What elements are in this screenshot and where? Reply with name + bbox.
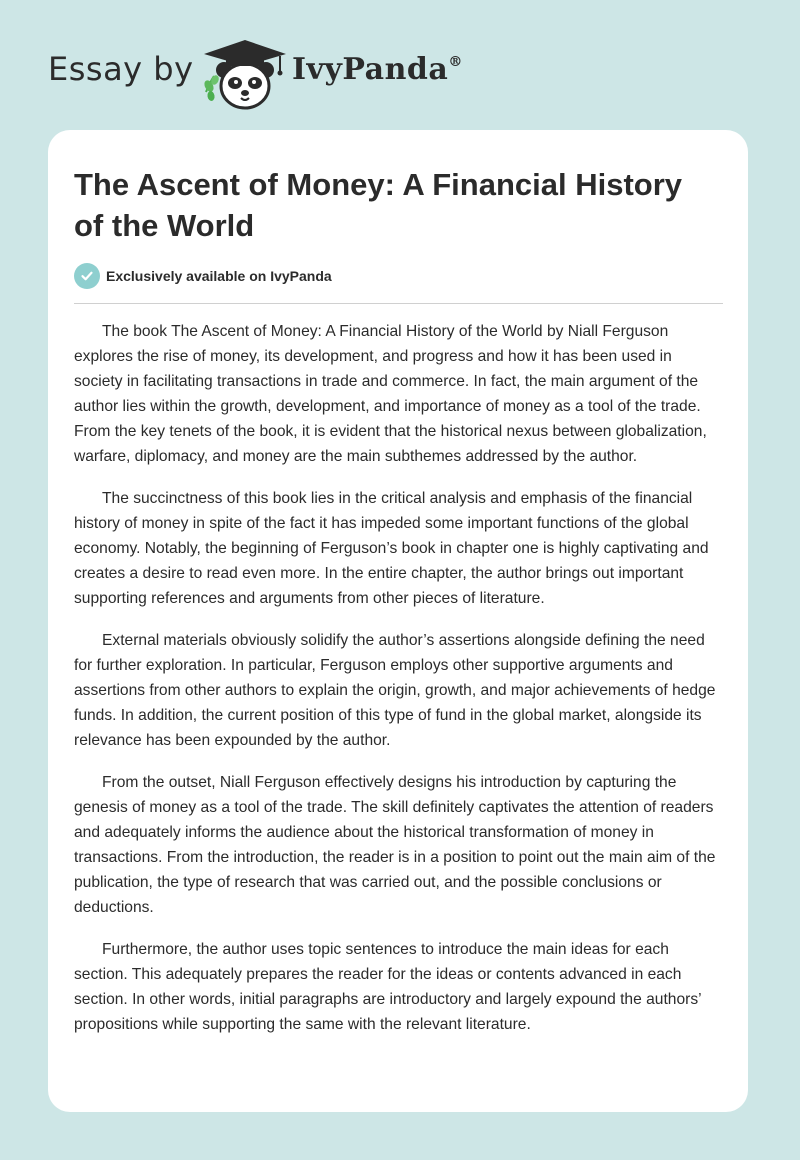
essay-by-label: Essay by	[48, 50, 194, 88]
check-circle-icon	[74, 263, 100, 289]
essay-card	[48, 130, 748, 1112]
exclusive-badge-label: Exclusively available on IvyPanda	[106, 268, 332, 284]
brand-name: IvyPanda®	[292, 52, 463, 87]
paragraph: External materials obviously solidify the author’s assertions alongside defining the need for further exploration. In particular, Ferguson employs other supportive arguments and assertions from other authors to explain the origin, growth, and major achievements of hedge funds. In addition, the current position of this type of fund in the global market, alongside its relevance has been expounded by the author.	[74, 632, 716, 749]
paragraph: From the outset, Niall Ferguson effectively designs his introduction by capturing the genesis of money as a tool of the trade. The skill definitely captivates the attention of readers and adequately informs the audience about the historical transformation of money in transactions. From the introduction, the reader is in a position to point out the main aim of the publication, the type of research that was carried out, and the possible conclusions or deductions.	[74, 774, 716, 916]
essay-body	[74, 319, 724, 1054]
paragraph: The succinctness of this book lies in the critical analysis and emphasis of the financial history of money in spite of the fact it has impeded some important functions of the global economy. Notably, the beginning of Ferguson’s book in chapter one is highly captivating and creates a desire to read even more. In the entire chapter, the author brings out important supporting references and arguments from other pieces of literature.	[74, 490, 709, 607]
site-header	[0, 0, 800, 120]
page-title: The Ascent of Money: A Financial History of the World	[74, 167, 683, 243]
divider	[74, 303, 723, 304]
registered-mark: ®	[448, 54, 463, 70]
exclusive-badge	[74, 263, 332, 289]
paragraph: Furthermore, the author uses topic sentences to introduce the main ideas for each section. This adequately prepares the reader for the ideas or contents advanced in each section. In other words, initial paragraphs are introductory and largely expound the authors’ propositions while supporting the same with the relevant literature.	[74, 941, 702, 1033]
panda-graduate-icon	[200, 36, 292, 110]
paragraph: The book The Ascent of Money: A Financial History of the World by Niall Ferguson explores the rise of money, its development, and progress and how it has been used in society in facilitating transactions in trade and commerce. In fact, the main argument of the author lies within the growth, development, and importance of money as a tool of the trade. From the key tenets of the book, it is evident that the historical nexus between globalization, warfare, diplomacy, and money are the main subthemes addressed by the author.	[74, 323, 707, 465]
